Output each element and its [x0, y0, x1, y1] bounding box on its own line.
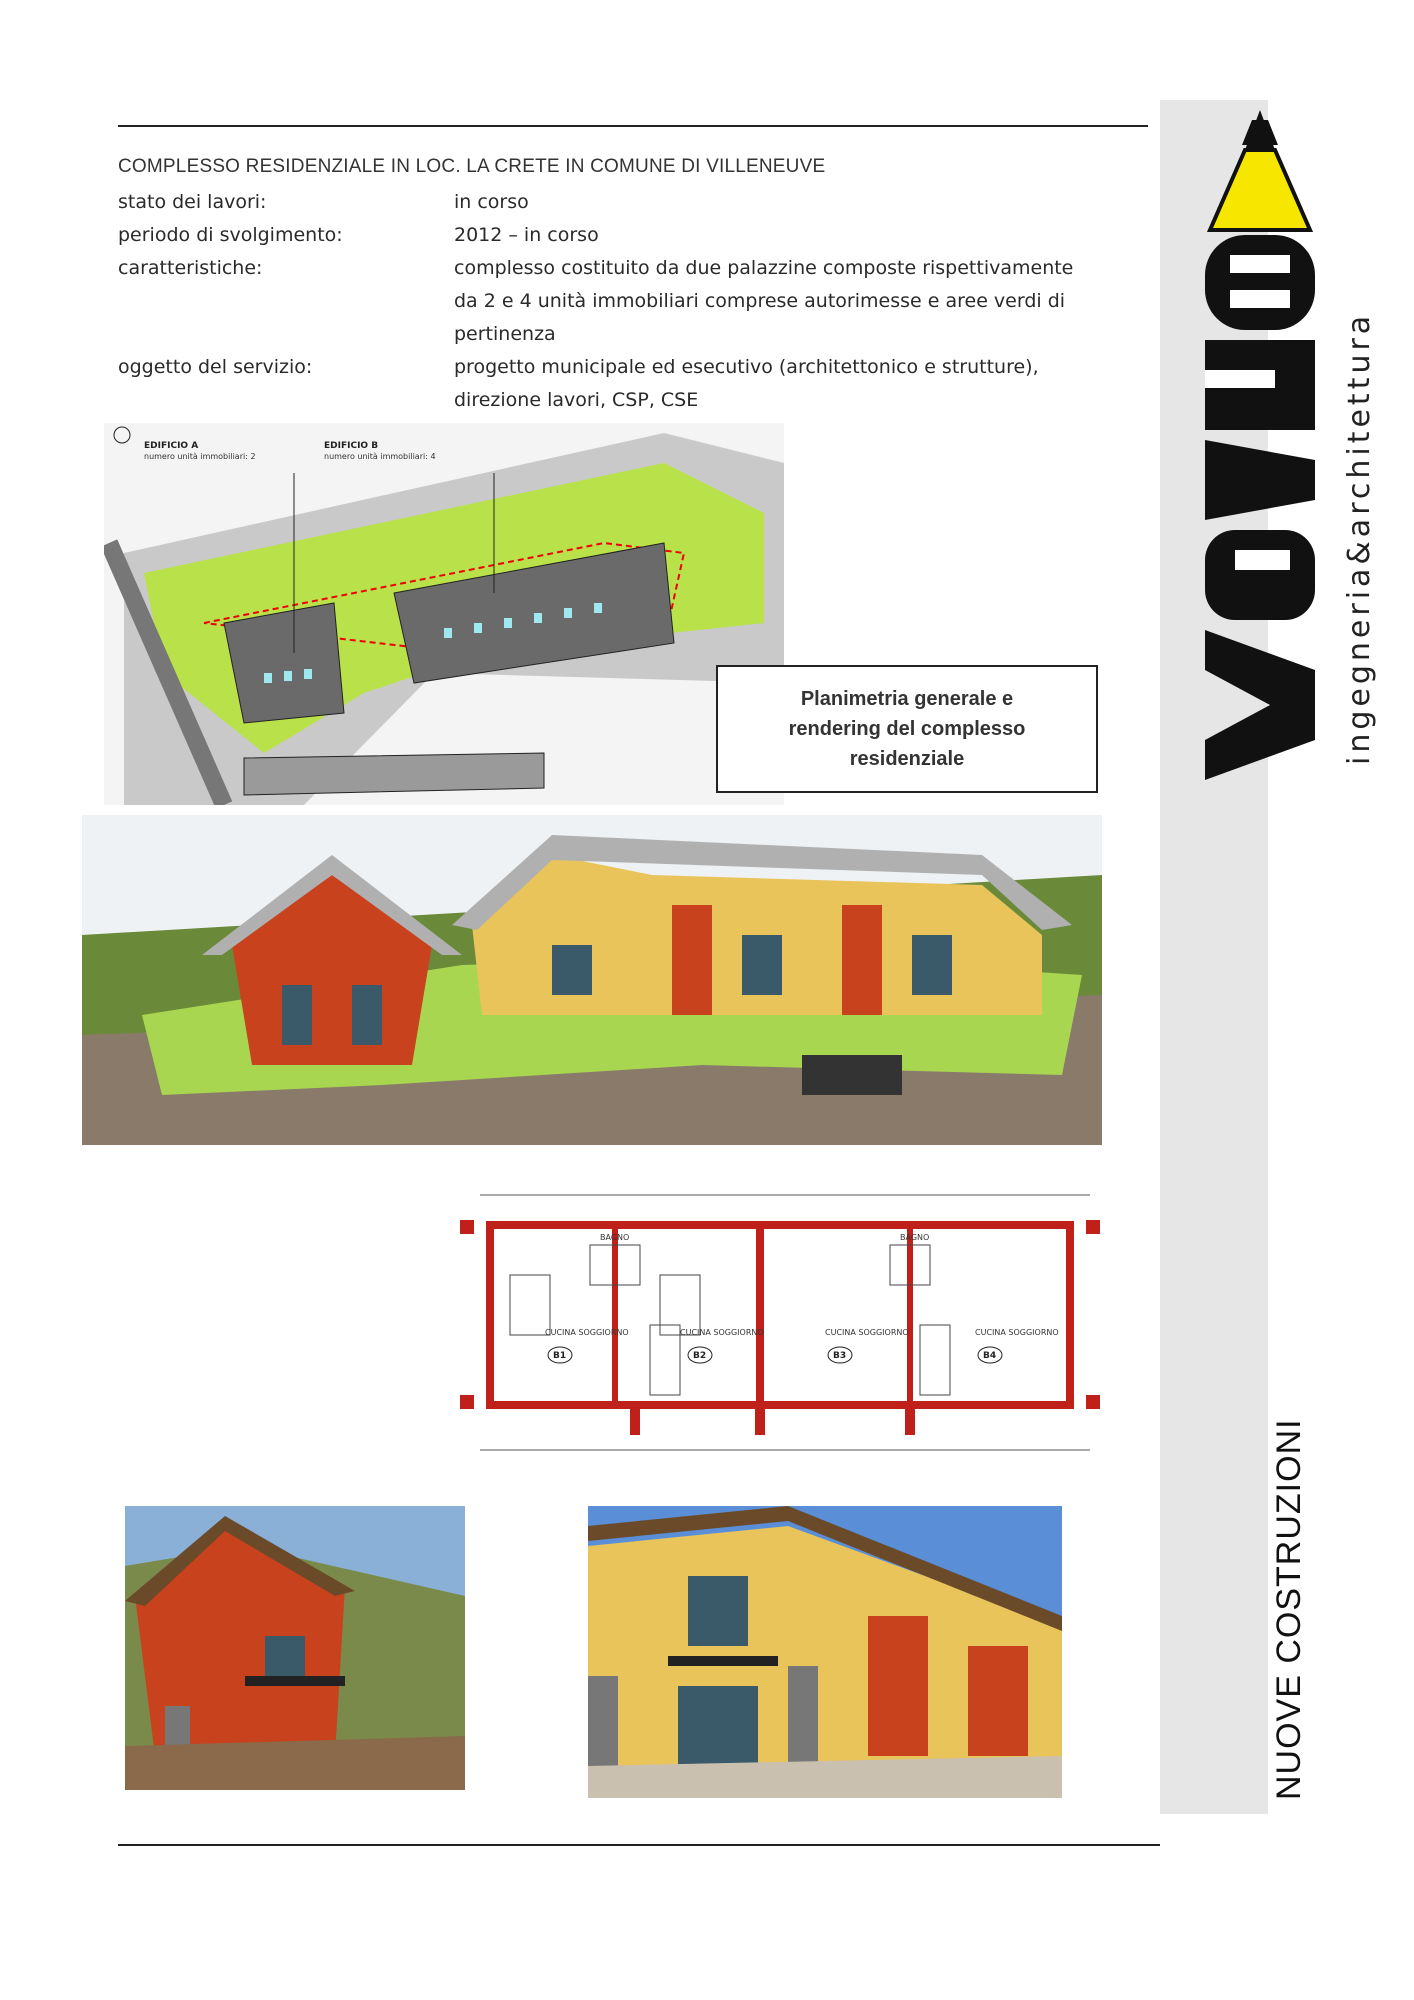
room-b2-label: CUCINA SOGGIORNO	[680, 1328, 764, 1337]
detail-row	[118, 186, 1138, 219]
detail-value: da 2 e 4 unità immobiliari comprese autorimesse e aree verdi di	[454, 290, 1066, 312]
site-plan-drawing	[104, 423, 784, 805]
building-a-units: numero unità immobiliari: 2	[144, 452, 256, 461]
bath-label: BAGNO	[600, 1233, 630, 1242]
room-code: B4	[983, 1351, 997, 1361]
section-label: NUOVE COSTRUZIONI	[1270, 1418, 1308, 1800]
detail-label	[118, 384, 454, 417]
room-code: B2	[693, 1351, 707, 1361]
building-b-label: EDIFICIO B	[324, 441, 379, 451]
detail-label: oggetto del servizio:	[118, 356, 313, 378]
detail-row	[118, 285, 1138, 318]
building-a-label: EDIFICIO A	[144, 441, 199, 451]
detail-value: in corso	[454, 191, 529, 213]
complex-rendering	[82, 815, 1102, 1145]
building-b-units: numero unità immobiliari: 4	[324, 452, 436, 461]
plan-caption-box: Planimetria generale e rendering del complesso residenziale	[716, 665, 1098, 793]
logo-subtitle: ingegneria&architettura	[1342, 311, 1377, 765]
detail-label	[118, 285, 454, 318]
detail-label	[118, 318, 454, 351]
detail-value: direzione lavori, CSP, CSE	[454, 389, 699, 411]
detail-row	[118, 252, 1138, 285]
project-details	[118, 186, 1138, 417]
detail-row	[118, 318, 1138, 351]
room-b1-label: CUCINA SOGGIORNO	[545, 1328, 629, 1337]
bath-label: BAGNO	[900, 1233, 930, 1242]
floor-plan-drawing	[450, 1185, 1110, 1460]
detail-label: caratteristiche:	[118, 257, 263, 279]
top-rule	[118, 125, 1148, 127]
detail-value: 2012 – in corso	[454, 224, 599, 246]
detail-value: progetto municipale ed esecutivo (architettonico e strutture),	[454, 356, 1039, 378]
detail-value: pertinenza	[454, 323, 556, 345]
detail-row	[118, 219, 1138, 252]
detail-row	[118, 384, 1138, 417]
room-b4-label: CUCINA SOGGIORNO	[975, 1328, 1059, 1337]
photo-building-b	[588, 1506, 1062, 1798]
detail-row	[118, 351, 1138, 384]
room-code: B3	[833, 1351, 847, 1361]
photo-building-a	[125, 1506, 465, 1790]
detail-label: stato dei lavori:	[118, 191, 267, 213]
bottom-rule	[118, 1844, 1160, 1846]
detail-label: periodo di svolgimento:	[118, 224, 343, 246]
project-title: COMPLESSO RESIDENZIALE IN LOC. LA CRETE IN COMUNE DI VILLENEUVE	[118, 156, 826, 177]
room-b3-label: CUCINA SOGGIORNO	[825, 1328, 909, 1337]
detail-value: complesso costituito da due palazzine composte rispettivamente	[454, 257, 1074, 279]
room-code: B1	[553, 1351, 567, 1361]
